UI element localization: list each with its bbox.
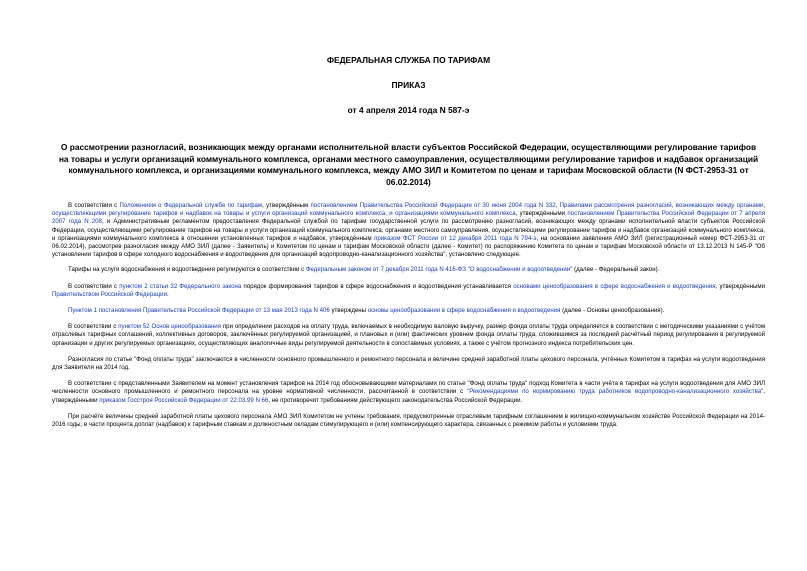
link-fst-order-794[interactable]: приказом ФСТ России от 12 декабря 2011 года N 794-э: [374, 234, 537, 242]
link-gov-decree-208[interactable]: постановлением Правительства Российской Федерации от 7 апреля 2007 года N 208: [52, 210, 766, 226]
text: В соответствии с представленными Заявителем на момент установления тарифов на 2014 год обосновывающими материалами по статье "Фонд оплаты труда" подход Комитета в части учёта в тарифах на услуги водоотведения для АМО ЗИЛ численности основного промышленного и ремонтного персонала на уровне нормативной численности, рассчитанной в соответствии с: [52, 380, 765, 396]
text: , на основании заявления АМО ЗИЛ (регистрационный номер ФСТ-2953-31 от 06.02.2014), рассмотрев разногласия между АМО ЗИЛ (далее - Заявитель) и Комитетом по ценам и тарифам Московской области (далее - Комитет) по распоряжению Комитета по ценам и тарифам Московской области от 13.12.2013 N 145-Р "Об установлении тарифов в сфере холодного водоснабжения и водоотведения для организаций водопроводно-канализационного хозяйства", установлено следующее.: [52, 234, 766, 259]
paragraph-1: [52, 202, 765, 259]
text: , утверждёнными: [715, 282, 765, 290]
document-type: ПРИКАЗ: [391, 80, 426, 90]
text: , утверждёнными: [52, 388, 765, 404]
link-gov-decree-332[interactable]: постановлением Правительства Российской Федерации от 30 июня 2004 года N 332: [310, 202, 556, 209]
link-government[interactable]: Правительством Российской Федерации: [52, 290, 167, 298]
agency-name: ФЕДЕРАЛЬНАЯ СЛУЖБА ПО ТАРИФАМ: [326, 55, 491, 65]
text: , не противоречит требованиям действующего законодательства Российской Федерации.: [268, 396, 523, 404]
link-dispute-rules[interactable]: Правилами рассмотрения разногласий, возникающих между органами, осуществляющими регулирование тарифов и надбавок на товары и услуги организаций коммунального комплекса, и организациями коммунального комплекса: [52, 202, 766, 218]
text: при определении расходов на оплату труда, включаемых в необходимую валовую выручку, размер фонда оплаты труда определяется в соответствии с методическими указаниями с учётом отраслевых тарифных соглашений, коллективных договоров, заключённых регулируемой организацией, и плановых и (или) фактических уровнем фонда оплаты труда, сложившимся за последний расчётный период регулирования в регулируемой организации и других регулируемых организациях, осуществляющих аналогичные виды регулируемой деятельности в сопоставимых условиях, а также с учётом прогнозного индекса потребительских цен.: [52, 323, 766, 347]
paragraph-4: [52, 307, 765, 315]
link-gov-decree-406[interactable]: Пунктом 1 постановления Правительства Российской Федерации от 13 мая 2013 года N 406: [68, 307, 330, 315]
text: ,: [555, 202, 560, 209]
link-federal-law-416[interactable]: Федеральным законом от 7 декабря 2011 года N 416-ФЗ "О водоснабжении и водоотведении": [305, 266, 573, 274]
text: В соответствии с: [68, 323, 119, 331]
link-labor-recommendations[interactable]: "Рекомендациями по нормированию труда работников водопроводно-канализационного хозяйства": [467, 388, 764, 396]
document-date-number: от 4 апреля 2014 года N 587-э: [347, 105, 470, 115]
text: , и Административным регламентом предоставления Федеральной службой по тарифам государственной услуги по рассмотрению разногласий, возникающих между органами исполнительной власти субъектов Российской Федерации, осуществляющими регулирование тарифов на товары и услуги организаций коммунального комплекса, органами местного самоуправления, осуществляющими регулирование тарифов и надбавок организаций коммунального комплекса, и организациями коммунального комплекса в отношении установленных тарифов и надбавок, утверждённым: [52, 218, 765, 242]
link-pricing-basics[interactable]: основами ценообразования в сфере водоснабжения и водоотведения: [513, 282, 716, 290]
link-pricing-basics-2[interactable]: основы ценообразования в сфере водоснабжения и водоотведения: [367, 307, 561, 315]
link-point-52[interactable]: пунктом 52 Основ ценообразования: [118, 323, 222, 331]
text: утверждены: [329, 307, 368, 315]
text: Тарифы на услуги водоснабжения и водоотведения регулируются в соответствии с: [68, 266, 306, 274]
paragraph-7: [52, 380, 765, 405]
text: , утверждёнными: [515, 210, 568, 218]
text: (далее - Федеральный закон).: [572, 266, 660, 274]
paragraph-6: [52, 356, 765, 372]
text: В соответствии с: [68, 202, 120, 209]
paragraph-5: [52, 323, 765, 348]
document-body: [52, 202, 765, 429]
text: (далее - Основы ценообразования).: [560, 307, 665, 315]
text: В соответствии с: [68, 282, 120, 290]
text: Разногласия по статье "Фонд оплаты труда" заключаются в численности основного промышленного и ремонтного персонала и величине средней заработной платы цехового персонала, учтённых Комитетом в тарифах на услуги водоотведения для Заявителя на 2014 год.: [52, 355, 765, 372]
link-gosstroy-order-66[interactable]: приказом Госстроя Российской Федерации от 22.03.99 N 66: [99, 396, 269, 404]
link-article-32[interactable]: пунктом 2 статьи 32 Федерального закона: [119, 282, 242, 290]
paragraph-3: [52, 283, 765, 299]
document-title: О рассмотрении разногласий, возникающих между органами исполнительной власти субъектов Российской Федерации, осуществляющими регулирование тарифов на товары и услуги организаций коммунального комплекса, органами местного самоуправления, осуществляющими регулирование тарифов и надбавок организаций коммунального комплекса, и организациями коммунального комплекса, между АМО ЗИЛ и Комитетом по ценам и тарифам Московской области (N ФСТ-2953-31 от 06.02.2014): [58, 142, 759, 187]
text: При расчёте величины средней заработной платы цехового персонала АМО ЗИЛ Комитетом не учтены требования, предусмотренные отраслевым тарифным соглашением в жилищно-коммунальном хозяйстве Российской Федерации на 2014-2016 годы, в части процента доплат (надбавок) к тарифным ставкам и должностным окладам стимулирующего и (или) компенсирующего характера, связанных с режимом работы и условиями труда.: [52, 412, 765, 429]
text: .: [166, 290, 169, 298]
paragraph-2: [52, 266, 765, 274]
link-fst-regulation[interactable]: Положением о Федеральной службе по тарифам: [119, 202, 263, 209]
paragraph-8: [52, 413, 765, 429]
text: , утверждённым: [262, 202, 311, 209]
text: порядок формирования тарифов в сфере водоснабжения и водоотведения устанавливается: [241, 282, 514, 290]
